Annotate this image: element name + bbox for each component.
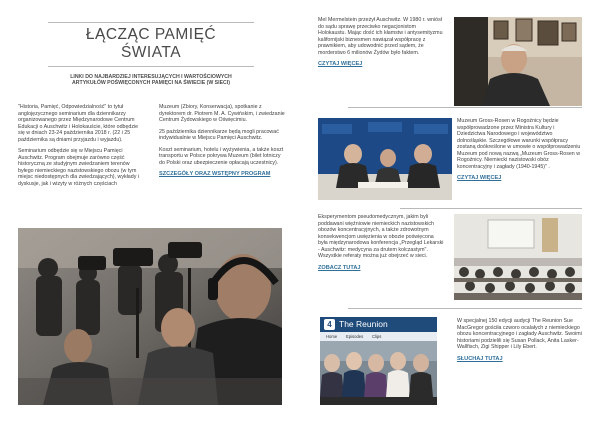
the-reunion-thumbnail	[320, 317, 437, 405]
tv-nav-home: Home	[326, 334, 338, 339]
see-here-link[interactable]: ZOBACZ TUTAJ	[318, 264, 361, 271]
tv-header	[320, 317, 437, 332]
details-link[interactable]: SZCZEGÓŁY ORAZ WSTĘPNY PROGRAM	[159, 171, 271, 177]
article-divider	[348, 107, 582, 108]
article-text: Muzeum Gross-Rosen w Rogoźnicy będzie współprowadzone przez Ministra Kultury i Dziedzictwa Narodowego i województwo dolnośląskie. Szczegółowe warunki współpracy zostaną doókreślone w umowie o współprowadzeniu Muzeum pod nową nazwą „Muzeum Gross-Rosen w Rogoźnicy. Niemiecki nazistowski obóz koncentracyjny i zagłady (1940-1945)" .	[457, 118, 581, 170]
article-2	[457, 118, 583, 182]
paragraph: 25 października dziennikarze będą mogli pracować indywidualnie w Miejscu Pamięci Auschwitz.	[159, 128, 279, 141]
title-rule-top	[48, 22, 254, 23]
article-text: Eksperymentom pseudomedycznym, jakim byli poddawani więźniowie niemieckich nazistowskich obozów koncentracyjnych, a także zdrowotnym konsekwencjom uwięzienia w obozie poświęcona była międzynarodowa konferencja „Przegląd Lekarski - Auschwitz: medycyna za drutem kolczastym". Wszystkie referaty można już obejrzeć w sieci.	[318, 214, 444, 259]
title-rule-bottom	[48, 66, 254, 67]
listen-here-link[interactable]: SŁUCHAJ TUTAJ	[457, 355, 503, 362]
paragraph: "Historia, Pamięć, Odpowiedzialność" to tytuł anglojęzycznego seminarium dla dziennikarzy organizowanego przez Międzynarodowe Centrum Edukacji o Auschwitz i Holokauście, które odbędzie się w dniach 23-24 października 2018 r. (22 i 25 października są dniami przyjazdu i wyjazdu).	[18, 104, 139, 143]
article-divider	[348, 308, 582, 309]
page-subtitle: LINKI DO NAJBARDZIEJ INTERESUJĄCYCH I WARTOŚCIOWYCH ARTYKUŁÓW POŚWIĘCONYCH PAMIĘCI NA ŚWIECIE (W SIECI)	[70, 74, 232, 87]
read-more-link[interactable]: CZYTAJ WIĘCEJ	[457, 175, 502, 181]
article-divider	[400, 208, 582, 209]
article-text: Mel Mermelstein przeżył Auschwitz. W 1980 r. wniósł do sądu sprawę przeciwko negacjonistom Holokaustu. Mając dość ich kłamstw i antysemityzmu kalifornijski biznesmen nawiązał współpracę z prawnikiem, aby udowodnić przed sądem, że morderstwo 6 milionów Żydów było faktem.	[318, 17, 443, 56]
paragraph: Muzeum (Zbiory, Konserwacja), spotkanie z dyrektorem dr. Piotrem M. A. Cywińskim, i zwiedzanie Centrum Żydowskiego w Oświęcimiu.	[159, 104, 285, 123]
article-3	[318, 214, 444, 271]
bbc-radio4-logo-icon: 4	[324, 319, 335, 330]
page-title	[18, 26, 284, 62]
programme-title: The Reunion	[339, 319, 388, 329]
left-column-2	[159, 104, 285, 178]
article-text: W specjalnej 150 edycji audycji The Reunion Sue MacGregor gościła czworo ocalałych z niemieckiego obozu koncentracyjnego i zagłady Auschwitz. Swoimi historiami podzielili się Susan Pollack, Anita Lasker-Wallfisch, Zigi Shipper i Lily Ebert.	[457, 318, 582, 350]
tv-nav-clips: Clips	[372, 334, 382, 339]
article-4	[457, 318, 583, 362]
survivors-group-image	[320, 341, 437, 397]
tv-nav-episodes: Episodes	[346, 334, 364, 339]
player-bar[interactable]	[320, 397, 437, 405]
signing-photo	[318, 118, 452, 200]
page-title-line1: ŁĄCZĄC PAMIĘĆ	[85, 26, 217, 43]
paragraph: Seminarium odbędzie się w Miejscu Pamięci Auschwitz. Program obejmuje zarówno część historyczną ze studyjnym zwiedzaniem terenów byłego niemieckiego nazistowskiego obozu (w tym miejsc niedostępnych dla zwiedzających), wykłady i dyskusje, jak i wizyty w różnych częściach	[18, 148, 139, 187]
conference-hall-photo	[454, 214, 582, 300]
press-conference-photo	[18, 228, 282, 405]
read-more-link[interactable]: CZYTAJ WIĘCEJ	[318, 61, 363, 67]
paragraph: Koszt seminarium, hotelu i wyżywienia, a także koszt transportu w Polsce pokrywa Muzeum (bilet lotniczy do Polski oraz ubezpieczenie opłacają uczestnicy).	[159, 146, 284, 166]
portrait-photo	[454, 17, 582, 106]
page-title-line2: ŚWIATA	[120, 44, 182, 61]
left-column-1	[18, 104, 144, 192]
tv-nav	[320, 332, 437, 341]
article-1	[318, 17, 444, 68]
